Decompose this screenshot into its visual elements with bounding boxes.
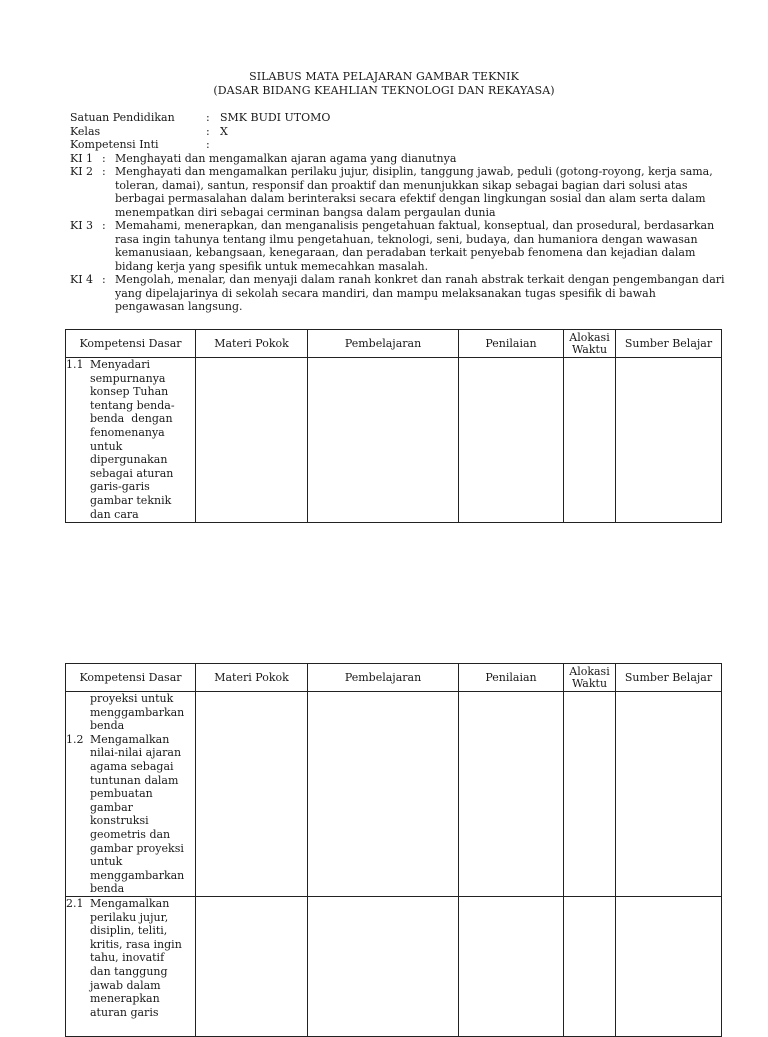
kd-line: tentang benda-: [90, 398, 175, 412]
kd-cell: [66, 358, 196, 523]
kd-line: gambar: [90, 800, 133, 814]
kd-line: Mengamalkan: [90, 732, 170, 746]
table-header-row: [66, 664, 722, 692]
table-row: [66, 358, 722, 523]
penilaian-cell: [459, 692, 564, 897]
kd-line: jawab dalam: [90, 978, 161, 992]
kd-line: gambar proyeksi: [90, 841, 184, 855]
kd-line: konsep Tuhan: [90, 385, 169, 399]
pembelajaran-cell: [308, 358, 459, 523]
table-row: [66, 692, 722, 897]
kd-number: 1.1: [66, 358, 84, 371]
syllabus-table-page-1: [65, 329, 722, 523]
kd-line: agama sebagai: [90, 759, 174, 773]
ki-colon: :: [102, 273, 106, 286]
header-alokasi-line2: Waktu: [571, 676, 608, 690]
kd-cell: [66, 897, 196, 1037]
kd-line: dan cara: [90, 507, 139, 521]
kd-1-2: [66, 733, 195, 747]
info-label: Satuan Pendidikan: [70, 111, 175, 124]
header-pembelajaran: Pembelajaran: [308, 330, 459, 358]
kd-line: untuk: [90, 855, 123, 869]
info-row-kelas: [70, 125, 730, 139]
kd-line: geometris dan: [90, 827, 171, 841]
header-alokasi-line1: Alokasi: [569, 664, 610, 678]
kd-line: tahu, inovatif: [90, 951, 165, 965]
kd-line: Menyadari: [90, 358, 151, 371]
kd-line: menerapkan: [90, 992, 160, 1006]
ki-text: Mengolah, menalar, dan menyaji dalam ranah konkret dan ranah abstrak terkait dengan pengembangan dari yang dipelajarinya di sekolah secara mandiri, dan mampu melaksanakan tugas spesifik di bawah pengawasan langsung.: [115, 273, 725, 313]
header-kompetensi-dasar: Kompetensi Dasar: [66, 330, 196, 358]
header-penilaian: Penilaian: [459, 330, 564, 358]
info-label: Kelas: [70, 124, 101, 138]
info-value: SMK BUDI UTOMO: [220, 111, 331, 124]
kd-line: dan tanggung: [90, 964, 168, 978]
ki-label: KI 1: [70, 151, 94, 165]
kd-line: konstruksi: [90, 814, 149, 828]
ki-label: KI 2: [70, 165, 94, 178]
kd-line: proyeksi untuk: [90, 692, 174, 705]
ki-item-2: [70, 165, 730, 219]
kd-1-2-lines: [66, 746, 195, 896]
kd-line: sebagai aturan: [90, 466, 174, 480]
kd-line: benda: [90, 719, 125, 733]
kd-line: aturan garis: [90, 1005, 159, 1019]
kd-cell: [66, 692, 196, 897]
penilaian-cell: [459, 897, 564, 1037]
ki-item-1: [70, 152, 730, 166]
header-kompetensi-dasar: Kompetensi Dasar: [66, 664, 196, 692]
header-alokasi-waktu: [564, 664, 616, 692]
table-header-row: [66, 330, 722, 358]
sumber-belajar-cell: [616, 692, 722, 897]
kd-line: kritis, rasa ingin: [90, 937, 182, 951]
materi-pokok-cell: [196, 897, 308, 1037]
header-alokasi-line2: Waktu: [571, 342, 608, 356]
kd-line: perilaku jujur,: [90, 910, 169, 924]
ki-colon: :: [102, 165, 106, 178]
document-subtitle: (DASAR BIDANG KEAHLIAN TEKNOLOGI DAN REKAYASA): [213, 84, 555, 97]
materi-pokok-cell: [196, 692, 308, 897]
materi-pokok-cell: [196, 358, 308, 523]
kd-1-1-continued: [66, 692, 195, 733]
ki-colon: :: [102, 219, 106, 232]
alokasi-waktu-cell: [564, 358, 616, 523]
penilaian-cell: [459, 358, 564, 523]
kd-text: [90, 897, 195, 911]
kd-number: 1.2: [66, 732, 84, 746]
alokasi-waktu-cell: [564, 897, 616, 1037]
info-colon: :: [206, 124, 210, 138]
kd-line: menggambarkan: [90, 705, 185, 719]
header-materi-pokok: Materi Pokok: [196, 330, 308, 358]
document-title: SILABUS MATA PELAJARAN GAMBAR TEKNIK: [249, 70, 519, 83]
alokasi-waktu-cell: [564, 692, 616, 897]
ki-item-4: [70, 273, 730, 314]
kd-text: [90, 358, 195, 372]
kd-line: fenomenanya: [90, 425, 165, 439]
ki-label: KI 3: [70, 219, 94, 232]
pembelajaran-cell: [308, 897, 459, 1037]
kd-line: dipergunakan: [90, 453, 168, 467]
header-penilaian: Penilaian: [459, 664, 564, 692]
kd-line: tuntunan dalam: [90, 773, 179, 787]
ki-item-3: [70, 219, 730, 273]
kd-line: menggambarkan: [90, 868, 185, 882]
syllabus-table-page-2: [65, 663, 722, 1037]
identity-section: [70, 111, 730, 314]
header-alokasi-waktu: [564, 330, 616, 358]
kd-2-1: [66, 897, 195, 911]
info-label: Kompetensi Inti: [70, 138, 159, 151]
kd-line: Mengamalkan: [90, 897, 170, 910]
kd-line: benda dengan: [90, 412, 173, 426]
kd-2-1-lines: [66, 911, 195, 1020]
kd-line: benda: [90, 882, 125, 896]
ki-colon: :: [102, 151, 106, 165]
kd-number: 2.1: [66, 897, 84, 910]
kd-1-1: [66, 358, 195, 372]
kd-line: untuk: [90, 439, 123, 453]
info-row-kompetensi-inti: [70, 138, 730, 152]
kd-text: [90, 733, 195, 747]
kd-line: disiplin, teliti,: [90, 924, 168, 938]
ki-text: Memahami, menerapkan, dan menganalisis pengetahuan faktual, konseptual, dan prosedural, berdasarkan rasa ingin tahunya tentang ilmu pengetahuan, teknologi, seni, budaya, dan humaniora dengan wawasan kemanusiaan, kebangsaan, kenegaraan, dan peradaban terkait penyebab fenomena dan kejadian dalam bidang kerja yang spesifik untuk memecahkan masalah.: [115, 219, 715, 273]
header-pembelajaran: Pembelajaran: [308, 664, 459, 692]
ki-label: KI 4: [70, 273, 94, 286]
ki-text: Menghayati dan mengamalkan perilaku jujur, disiplin, tanggung jawab, peduli (gotong-royong, kerja sama, toleran, damai), santun, responsif dan proaktif dan menunjukkan sikap sebagai bagian dari solusi atas berbagai permasalahan dalam berinteraksi secara efektif dengan lingkungan sosial dan alam serta dalam menempatkan diri sebagai cerminan bangsa dalam pergaulan dunia: [115, 165, 713, 219]
info-colon: :: [206, 138, 210, 151]
kd-line: garis-garis: [90, 480, 150, 494]
info-row-satuan-pendidikan: [70, 111, 730, 125]
kd-line: gambar teknik: [90, 493, 172, 507]
pembelajaran-cell: [308, 692, 459, 897]
header-materi-pokok: Materi Pokok: [196, 664, 308, 692]
table-row: [66, 897, 722, 1037]
kd-line: sempurnanya: [90, 371, 166, 385]
kd-line: pembuatan: [90, 787, 153, 801]
sumber-belajar-cell: [616, 897, 722, 1037]
sumber-belajar-cell: [616, 358, 722, 523]
header-sumber-belajar: Sumber Belajar: [616, 330, 722, 358]
kd-line: nilai-nilai ajaran: [90, 746, 182, 760]
ki-text: Menghayati dan mengamalkan ajaran agama yang dianutnya: [115, 151, 457, 165]
info-value: X: [220, 124, 228, 138]
header-alokasi-line1: Alokasi: [569, 330, 610, 344]
kd-1-1-lines: [66, 372, 195, 522]
header-sumber-belajar: Sumber Belajar: [616, 664, 722, 692]
info-colon: :: [206, 111, 210, 124]
